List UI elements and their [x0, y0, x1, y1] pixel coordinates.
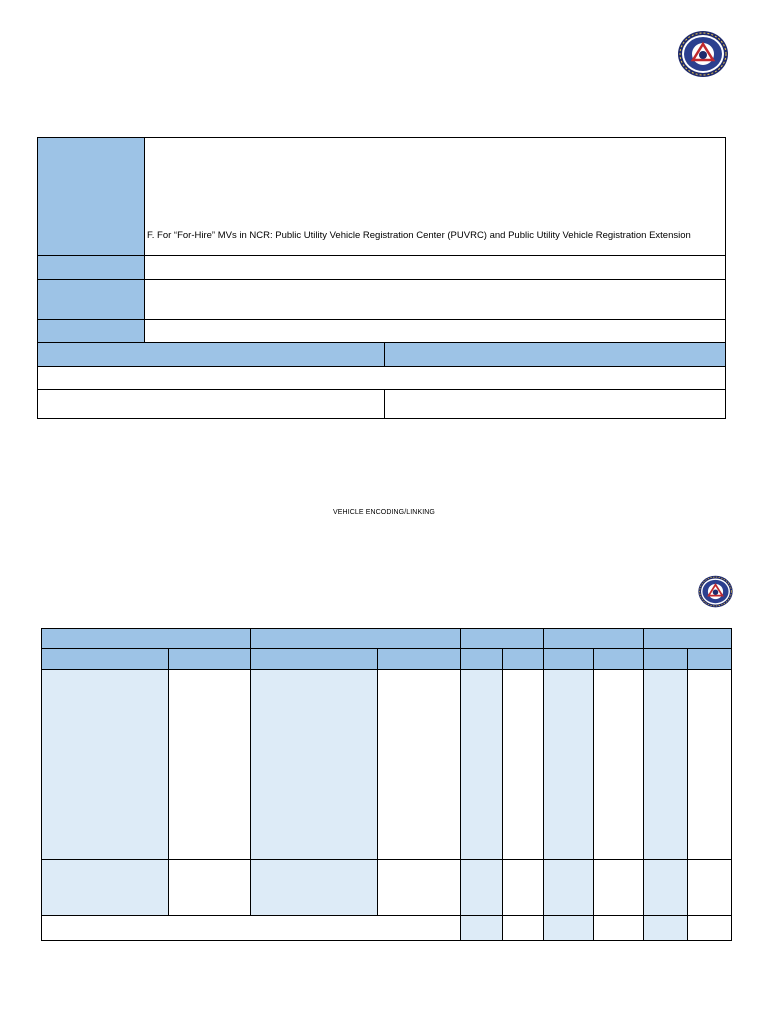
table-cell: [251, 670, 378, 860]
table-cell: [594, 860, 644, 916]
header-info-table: [37, 137, 726, 419]
table-subheader-cell: [644, 649, 688, 670]
table-cell: [644, 916, 688, 941]
table-cell: [42, 670, 169, 860]
value-cell: [385, 390, 726, 419]
table-cell: [594, 670, 644, 860]
table-cell: [544, 916, 594, 941]
value-cell: [145, 320, 726, 343]
table-cell: [594, 916, 644, 941]
header-cell: [38, 343, 385, 367]
section-title: VEHICLE ENCODING/LINKING: [333, 509, 435, 516]
table-cell: [169, 860, 251, 916]
process-table: [41, 628, 732, 941]
table-cell: [688, 916, 732, 941]
table-header-cell: [644, 629, 732, 649]
table-cell: [378, 670, 461, 860]
header-cell: [385, 343, 726, 367]
label-cell: [38, 280, 145, 320]
table-header-cell: [544, 629, 644, 649]
table-row: [42, 860, 732, 916]
table-cell: [461, 860, 503, 916]
total-label-cell: [42, 916, 461, 941]
table-subheader-cell: [544, 649, 594, 670]
table-header-cell: [251, 629, 461, 649]
table-subheader-cell: [503, 649, 544, 670]
table-subheader-cell: [688, 649, 732, 670]
table-cell: [503, 916, 544, 941]
table-cell: [688, 670, 732, 860]
lto-seal-icon: [697, 575, 734, 608]
office-description: F. For “For-Hire” MVs in NCR: Public Utility Vehicle Registration Center (PUVRC) and Public Utility Vehicle Registration Extension: [145, 138, 726, 256]
table-subheader-cell: [378, 649, 461, 670]
table-cell: [644, 860, 688, 916]
table-cell: [169, 670, 251, 860]
table-cell: [503, 670, 544, 860]
table-cell: [42, 860, 169, 916]
label-cell: [38, 320, 145, 343]
table-subheader-cell: [251, 649, 378, 670]
table-header-cell: [461, 629, 544, 649]
table-cell: [544, 670, 594, 860]
table-cell: [503, 860, 544, 916]
label-cell: [38, 256, 145, 280]
table-cell: [544, 860, 594, 916]
table-subheader-cell: [169, 649, 251, 670]
table-header-cell: [42, 629, 251, 649]
table-subheader-cell: [594, 649, 644, 670]
lto-seal-icon: [677, 30, 729, 78]
table-subheader-cell: [461, 649, 503, 670]
table-cell: [378, 860, 461, 916]
value-cell: [145, 256, 726, 280]
table-cell: [461, 916, 503, 941]
header-label-cell: [38, 138, 145, 256]
table-row: [42, 670, 732, 860]
table-cell: [644, 670, 688, 860]
value-cell: [38, 367, 726, 390]
value-cell: [38, 390, 385, 419]
value-cell: [145, 280, 726, 320]
table-cell: [688, 860, 732, 916]
table-cell: [251, 860, 378, 916]
table-cell: [461, 670, 503, 860]
table-total-row: [42, 916, 732, 941]
table-subheader-cell: [42, 649, 169, 670]
